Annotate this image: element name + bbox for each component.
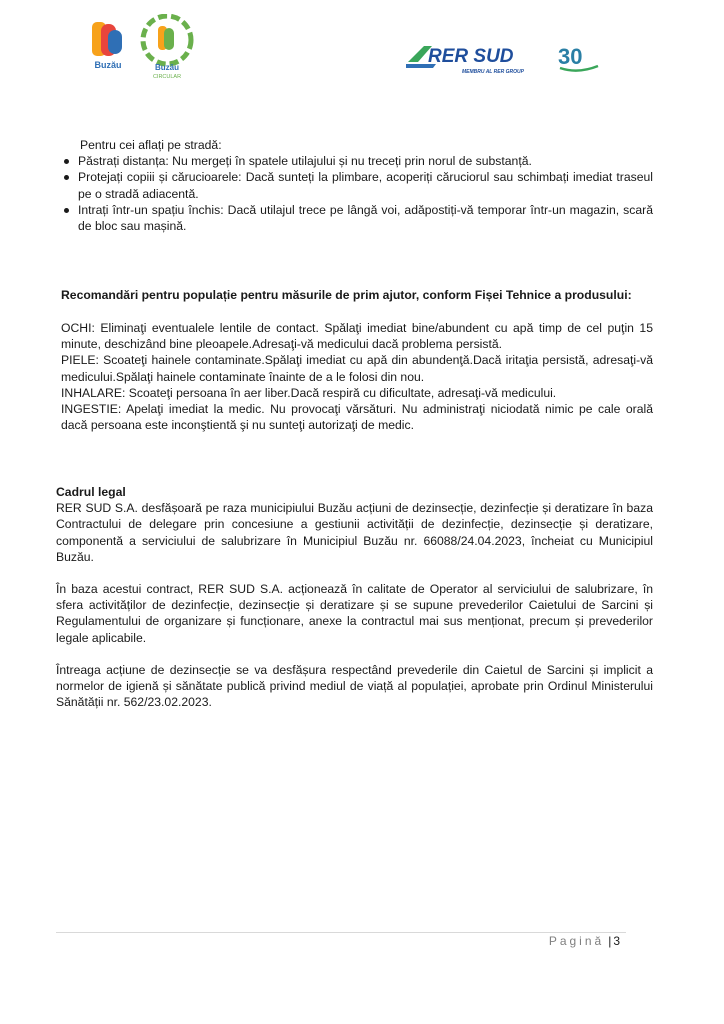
legal-section bbox=[56, 484, 653, 710]
anniversary-text: 30 bbox=[558, 44, 583, 69]
street-title: Pentru cei aflați pe stradă: bbox=[80, 138, 222, 152]
circular-logo-text: Buzău bbox=[155, 63, 179, 72]
recommendations-heading: Recomandări pentru populație pentru măsurile de prim ajutor, conform Fișei Tehnice a produsului: bbox=[61, 288, 632, 302]
footer-divider bbox=[56, 932, 626, 933]
buzau-circular-logo bbox=[136, 14, 198, 80]
page-separator: | bbox=[608, 934, 612, 948]
legal-paragraph: Întreaga acțiune de dezinsecție se va desfășura respectând prevederile din Caietul de Sarcini și implicit a normelor de igienă și sănătate publică privind mediul de viață al populației, aprobate prin Ordinul Ministerului Sănătății nr. 562/23.02.2023. bbox=[56, 662, 653, 710]
recommendations-section bbox=[61, 320, 653, 433]
page-footer bbox=[549, 934, 620, 948]
buzau-logo bbox=[88, 16, 128, 76]
eyes-instructions: OCHI: Eliminaţi eventualele lentile de contact. Spălaţi imediat bine/abundent cu apă timp de cel puţin 15 minute, deschizând bine pleoapele.Adresaţi-vă medicului dacă problema persistă. bbox=[61, 321, 653, 352]
street-section bbox=[56, 137, 653, 234]
page-label: Pagină bbox=[548, 934, 605, 948]
list-item: Protejați copiii și cărucioarele: Dacă sunteți la plimbare, acoperiți căruciorul sau schimbați imediat traseul pe o stradă adiacentă. bbox=[56, 169, 653, 201]
circular-logo-sub: CIRCULAR bbox=[152, 74, 182, 80]
page-number: 3 bbox=[613, 934, 620, 948]
bullet-icon bbox=[64, 208, 69, 213]
legal-paragraph: În baza acestui contract, RER SUD S.A. acționează în calitate de Operator al serviciului de salubrizare, în sfera activităților de dezinfecție, dezinsecție și deratizare și se supune prevederilor Caietului de Sarcini și Regulamentului de organizare și funcționare, anexe la contractul mai sus menționat, precum și prevederilor legale aplicabile. bbox=[56, 582, 653, 645]
street-list bbox=[56, 153, 653, 234]
list-item: Păstrați distanța: Nu mergeți în spatele utilajului și nu treceți prin norul de substanță. bbox=[56, 153, 653, 169]
inhalation-instructions: INHALARE: Scoateţi persoana în aer liber.Dacă respiră cu dificultate, adresaţi-vă medicului. bbox=[61, 385, 557, 400]
list-item: Intrați într-un spațiu închis: Dacă utilajul trece pe lângă voi, adăpostiți-vă temporar într-un magazin, scară de bloc sau mașină. bbox=[56, 202, 653, 234]
page-header bbox=[0, 12, 724, 82]
legal-title: Cadrul legal bbox=[56, 485, 126, 499]
skin-instructions: PIELE: Scoateţi hainele contaminate.Spălaţi imediat cu apă din abundenţă.Dacă iritaţia persistă, adresaţi-vă medicului.Spălaţi hainele contaminate înainte de a le folosi din nou. bbox=[61, 353, 653, 384]
30-years-logo bbox=[556, 42, 602, 74]
rer-sud-logo bbox=[406, 40, 546, 76]
buzau-logo-text: Buzău bbox=[94, 60, 122, 70]
rer-logo-text: RER SUD bbox=[428, 46, 514, 67]
bullet-icon bbox=[64, 159, 69, 164]
legal-paragraph: RER SUD S.A. desfășoară pe raza municipiului Buzău acțiuni de dezinsecție, dezinfecție și deratizare în baza Contractului de delegare prin concesiune a gestiunii activității de dezinfecție, dezinsecție și deratizare, componentă a serviciului de salubrizare în Municipiul Buzău nr. 66088/24.04.2023, încheiat cu Municipiul Buzău. bbox=[56, 501, 653, 564]
bullet-icon bbox=[64, 175, 69, 180]
ingestion-instructions: INGESTIE: Apelaţi imediat la medic. Nu provocaţi vărsături. Nu administraţi niciodată nimic pe cale orală dacă persoana este inconştientă şi nu sunteţi autorizaţi de medic. bbox=[61, 402, 653, 433]
rer-logo-sub: MEMBRU AL RER GROUP bbox=[462, 69, 524, 75]
